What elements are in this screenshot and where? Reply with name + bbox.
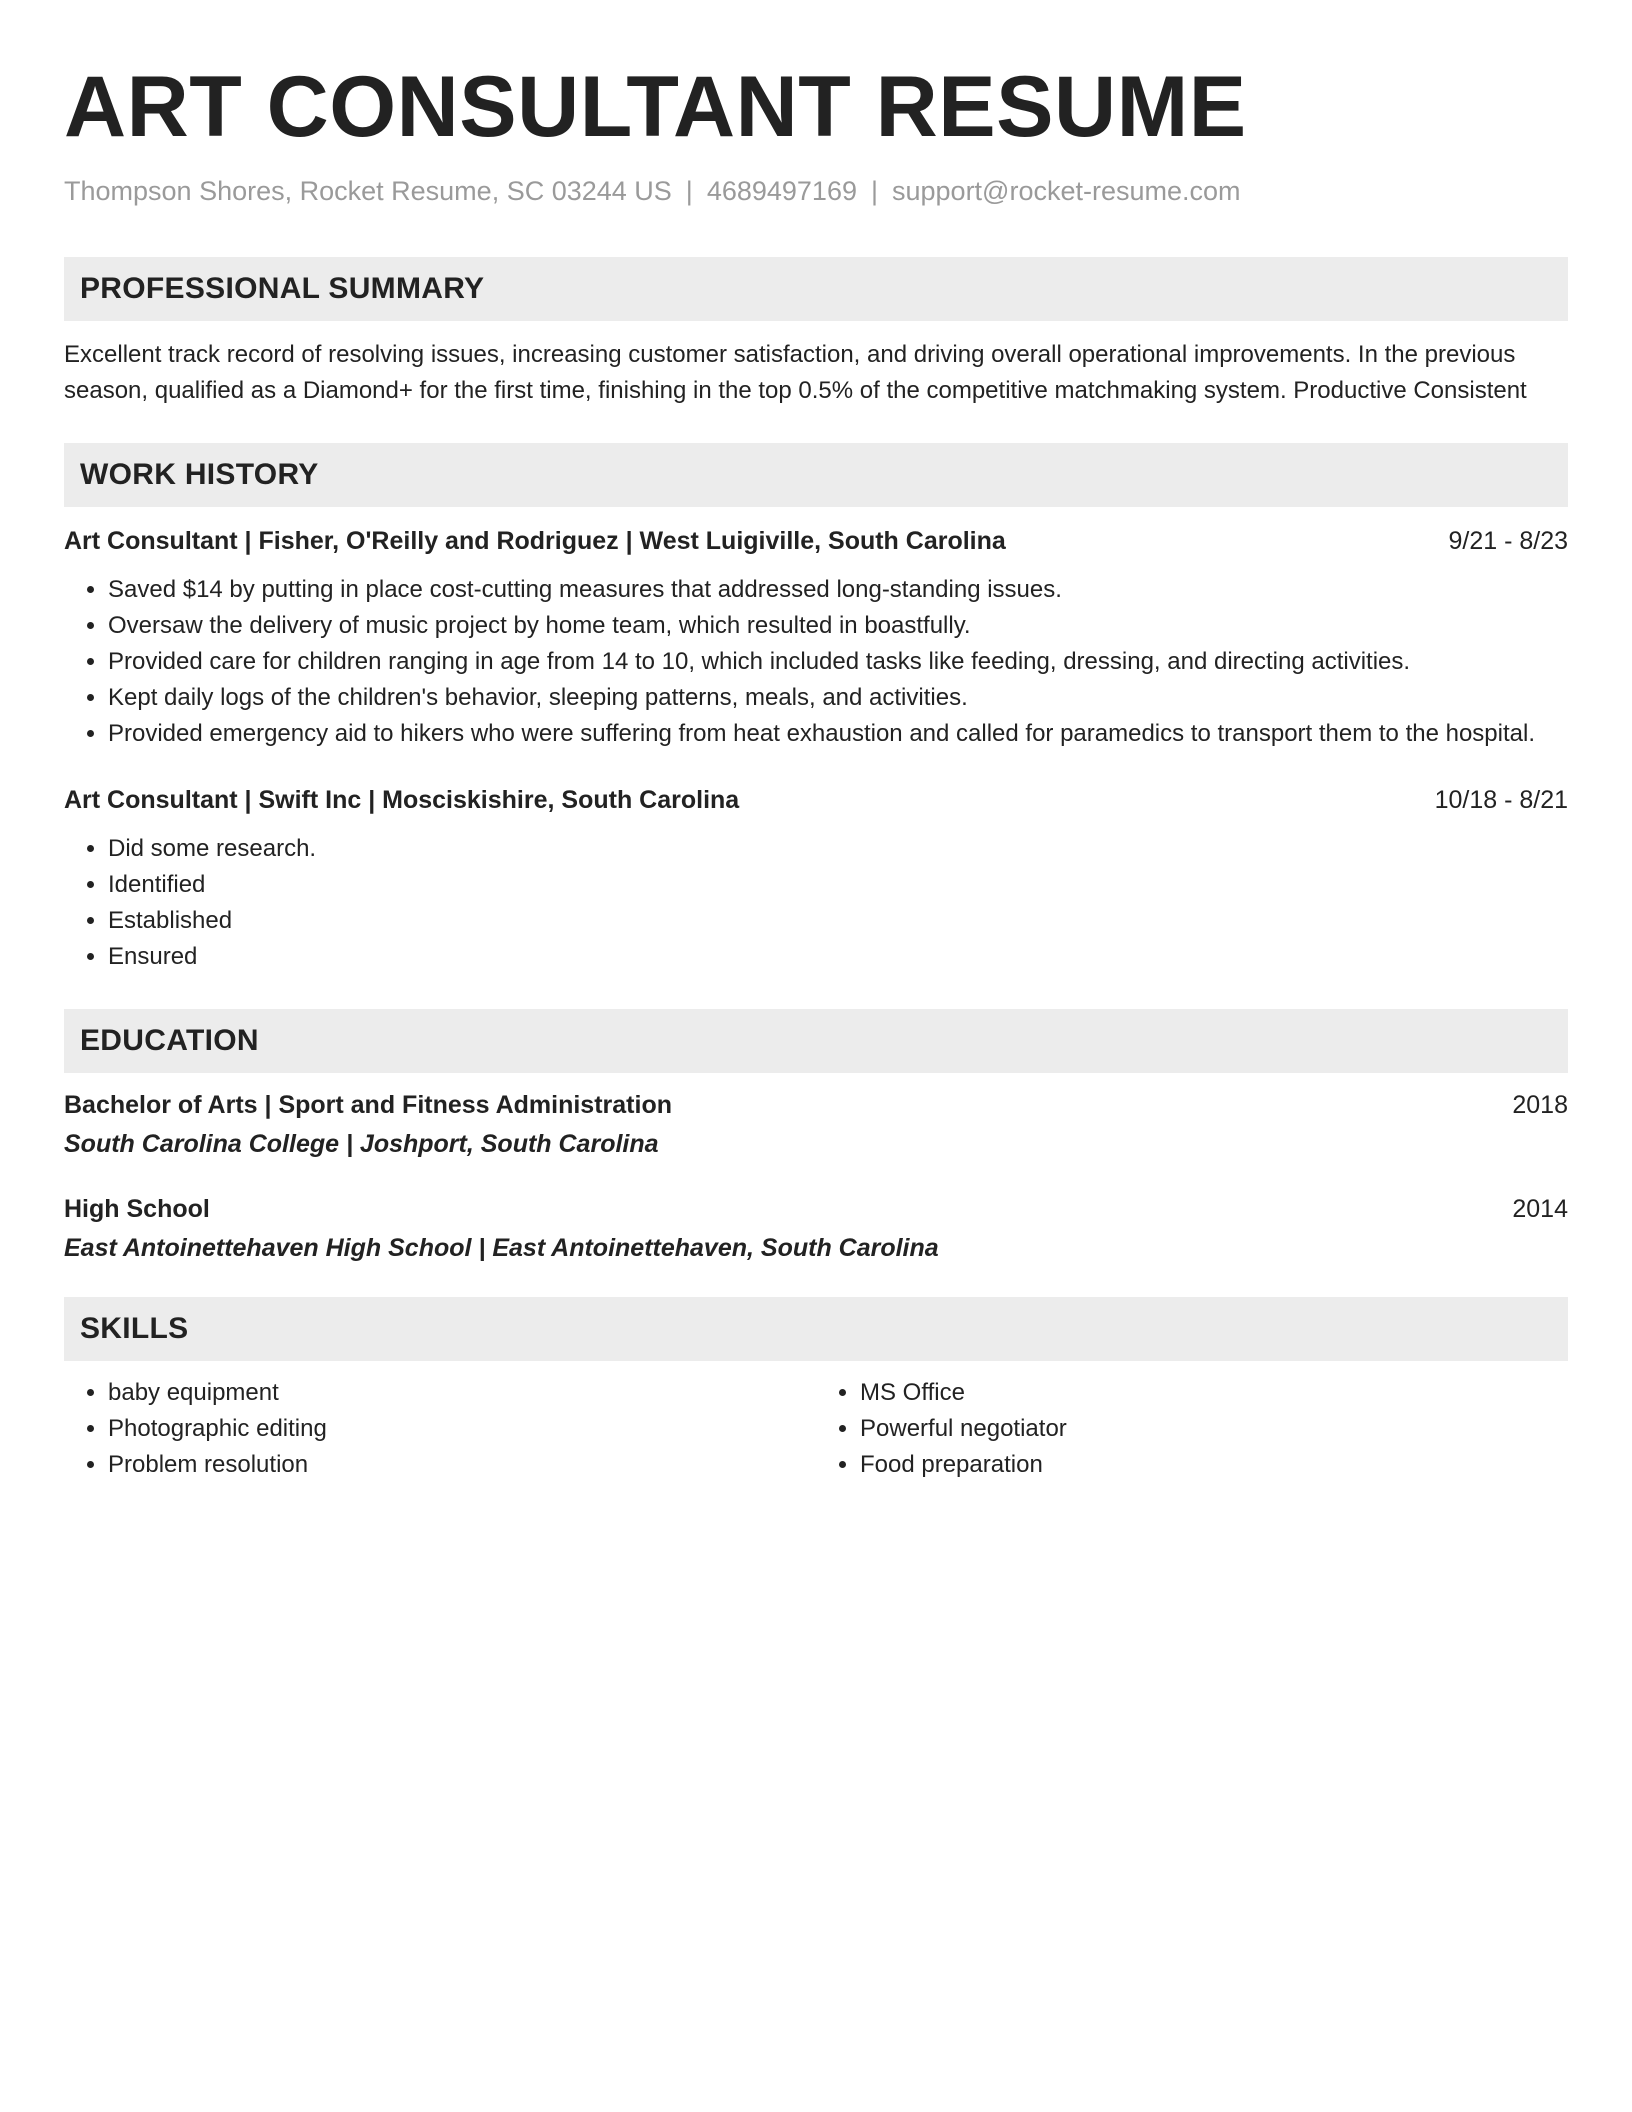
skills-list — [64, 1375, 1568, 1483]
job-bullet: • Ensured — [108, 939, 1568, 975]
education-year: 2018 — [1512, 1091, 1568, 1119]
job-bullet: • Saved $14 by putting in place cost-cutting measures that addressed long-standing issues. — [108, 572, 1568, 608]
job-bullets — [64, 831, 1568, 975]
job-entry — [64, 786, 1568, 815]
job-bullet: • Identified — [108, 867, 1568, 903]
education-school: South Carolina College | Joshport, South Carolina — [64, 1130, 659, 1158]
skills-heading: SKILLS — [64, 1297, 1568, 1361]
job-dates: 10/18 - 8/21 — [1434, 786, 1568, 814]
education-degree: Bachelor of Arts | Sport and Fitness Administration — [64, 1091, 672, 1119]
job-title: Art Consultant | Fisher, O'Reilly and Rodriguez | West Luigiville, South Carolina — [64, 527, 1006, 555]
skills-column-right — [816, 1375, 1568, 1483]
education-year: 2014 — [1512, 1195, 1568, 1223]
job-bullet: • Did some research. — [108, 831, 1568, 867]
contact-line — [64, 176, 1568, 207]
job-title: Art Consultant | Swift Inc | Mosciskishire, South Carolina — [64, 786, 740, 814]
contact-separator: | — [870, 176, 878, 206]
skill-item: • Problem resolution — [108, 1447, 816, 1483]
job-bullets — [64, 572, 1568, 752]
skill-item: • Powerful negotiator — [860, 1411, 1568, 1447]
job-bullet: • Established — [108, 903, 1568, 939]
education-entry — [64, 1195, 1568, 1224]
skill-item: • baby equipment — [108, 1375, 816, 1411]
resume-title: ART CONSULTANT RESUME — [64, 59, 1247, 155]
education-degree: High School — [64, 1195, 210, 1223]
education-heading: EDUCATION — [64, 1009, 1568, 1073]
job-entry — [64, 527, 1568, 556]
education-school: East Antoinettehaven High School | East Antoinettehaven, South Carolina — [64, 1234, 939, 1262]
skill-item: • Food preparation — [860, 1447, 1568, 1483]
skill-item: • MS Office — [860, 1375, 1568, 1411]
job-bullet: • Provided emergency aid to hikers who were suffering from heat exhaustion and called for paramedics to transport them to the hospital. — [108, 716, 1568, 752]
work-history-heading: WORK HISTORY — [64, 443, 1568, 507]
contact-address: Thompson Shores, Rocket Resume, SC 03244 US — [64, 176, 672, 206]
job-dates: 9/21 - 8/23 — [1448, 527, 1568, 555]
job-bullet: • Provided care for children ranging in age from 14 to 10, which included tasks like feeding, dressing, and directing activities. — [108, 644, 1568, 680]
skills-column-left — [64, 1375, 816, 1483]
contact-email: support@rocket-resume.com — [892, 176, 1241, 206]
job-bullet: • Kept daily logs of the children's behavior, sleeping patterns, meals, and activities. — [108, 680, 1568, 716]
contact-separator: | — [685, 176, 693, 206]
education-entry — [64, 1091, 1568, 1120]
contact-phone: 4689497169 — [706, 176, 857, 206]
summary-heading: PROFESSIONAL SUMMARY — [64, 257, 1568, 321]
job-bullet: • Oversaw the delivery of music project by home team, which resulted in boastfully. — [108, 608, 1568, 644]
summary-text: Excellent track record of resolving issues, increasing customer satisfaction, and driving overall operational improvements. In the previous season, qualified as a Diamond+ for the first time, finishing in the top 0.5% of the competitive matchmaking system. Productive Consistent — [64, 341, 1527, 404]
skill-item: • Photographic editing — [108, 1411, 816, 1447]
